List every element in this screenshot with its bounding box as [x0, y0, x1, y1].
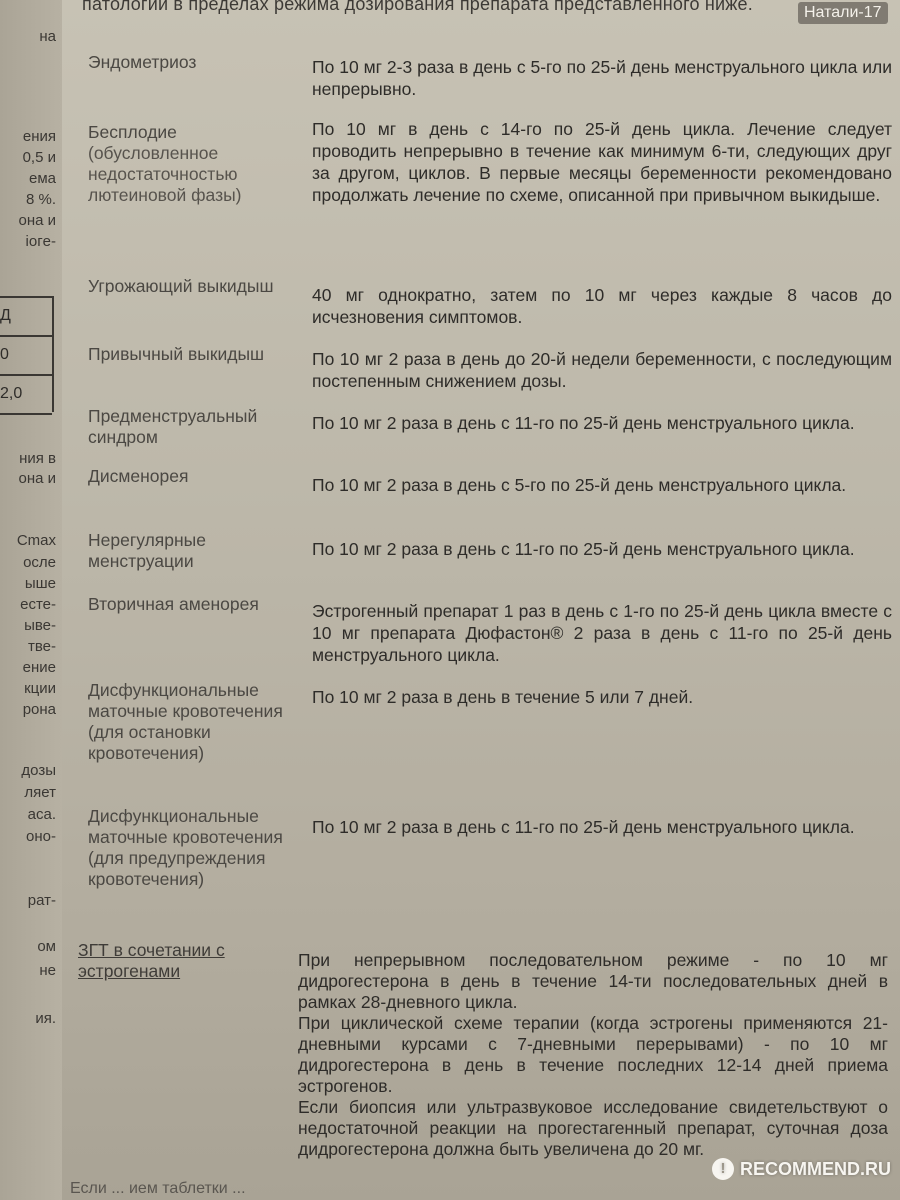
left-fragment: ом	[37, 938, 56, 955]
indication-term-note: (обусловленное недостаточностью лютеиновой фазы)	[88, 143, 242, 205]
left-fragment: не	[39, 962, 56, 979]
author-badge: Натали-17	[798, 2, 888, 24]
left-fragment: она и	[18, 470, 56, 487]
hrt-paragraph: При непрерывном последовательном режиме - по 10 мг дидрогестерона в день в течение 14-ти последовательных дней в рамках 28-дневного цикла.	[298, 950, 888, 1012]
left-fragment: ляет	[24, 784, 56, 801]
left-fragment: рат-	[27, 892, 56, 909]
hrt-paragraph: При циклической схеме терапии (когда эстрогены применяются 21-дневными курсами с 7-дневными перерывами) - по 10 мг дидрогестерона в день в течение последних 12-14 дней приема эстрогенов.	[298, 1013, 888, 1096]
left-fragment: ыве-	[24, 617, 56, 634]
dosage-text: По 10 мг 2 раза в день с 5-го по 25-й день менструального цикла.	[312, 475, 847, 495]
table-row: Д	[0, 296, 52, 337]
left-fragment: дозы	[21, 762, 56, 779]
dosage-text-hrt	[298, 950, 888, 1160]
left-fragment: ения	[22, 128, 56, 145]
indication-term: Вторичная аменорея	[88, 594, 259, 614]
cut-off-bottom-text: Если ... ием таблетки ...	[70, 1180, 246, 1197]
indication-term	[88, 122, 288, 206]
left-fragment: осле	[23, 554, 56, 571]
left-fragment: 8 %.	[25, 191, 56, 208]
left-fragment: ioгe-	[25, 233, 56, 250]
table-row: 2,0	[0, 376, 52, 415]
indication-term: Предменструальный синдром	[88, 406, 258, 447]
indication-term: Дисфункциональные маточные кровотечения (для предупреждения кровотечения)	[88, 806, 283, 889]
dosage-text: По 10 мг 2 раза в день с 11-го по 25-й день менструального цикла.	[312, 539, 855, 559]
dosage-text: 40 мг однократно, затем по 10 мг через каждые 8 часов до исчезновения симптомов.	[312, 285, 892, 327]
left-fragment: есте-	[20, 596, 56, 613]
left-fragment: Cmax	[16, 532, 56, 549]
left-fragment: кции	[24, 680, 56, 697]
left-fragment: 0,5 и	[22, 149, 56, 166]
hrt-paragraph: Если биопсия или ультразвуковое исследование свидетельствуют о недостаточной реакции на прогестагенный препарат, суточная доза дидрогестерона должна быть увеличена до 20 мг.	[298, 1097, 888, 1159]
left-fragment: аса.	[27, 806, 56, 823]
left-fragment: на	[39, 28, 56, 45]
left-fragment: рона	[22, 701, 56, 718]
dosage-text: По 10 мг 2 раза в день в течение 5 или 7 дней.	[312, 687, 694, 707]
table-row: 0	[0, 337, 52, 376]
dosage-text: По 10 мг в день с 14-го по 25-й день цикла. Лечение следует проводить непрерывно в течение как минимум 6-ти, следующих друг за другом, циклов. В первые месяцы беременности рекомендовано продолжать лечение по схеме, описанной при привычном выкидыше.	[312, 119, 892, 205]
dosage-text: По 10 мг 2 раза в день до 20-й недели беременности, с последующим постепенным снижением дозы.	[312, 349, 892, 391]
left-fragment: тве-	[27, 638, 56, 655]
watermark-text: RECOMMEND.RU	[740, 1158, 891, 1179]
left-fragment: оно-	[26, 828, 56, 845]
left-fragment: ема	[29, 170, 56, 187]
partial-table	[0, 296, 54, 412]
indication-term-main: Бесплодие	[88, 122, 177, 142]
indication-term: Дисфункциональные маточные кровотечения (для остановки кровотечения)	[88, 680, 283, 763]
dosage-text: По 10 мг 2 раза в день с 11-го по 25-й день менструального цикла.	[312, 817, 855, 837]
left-fragment: она и	[18, 212, 56, 229]
indication-term: Эндометриоз	[88, 52, 197, 72]
indication-term: Дисменорея	[88, 466, 189, 486]
watermark	[712, 1158, 891, 1180]
indication-term: Привычный выкидыш	[88, 344, 265, 364]
indication-term-hrt: ЗГТ в сочетании с эстрогенами	[78, 940, 225, 981]
cut-off-header-line: патологии в пределах режима дозирования препарата представленного ниже.	[82, 0, 753, 14]
left-fragment: ния в	[19, 450, 56, 467]
dosage-text: По 10 мг 2-3 раза в день с 5-го по 25-й день менструального цикла или непрерывно.	[312, 57, 892, 99]
left-column-fragments	[0, 0, 62, 1200]
left-fragment: ыше	[24, 575, 56, 592]
recommend-logo-icon: !	[712, 1158, 734, 1180]
indication-term: Нерегулярные менструации	[88, 530, 206, 571]
left-fragment: ия.	[35, 1010, 56, 1027]
left-fragment: ение	[22, 659, 56, 676]
dosage-text: Эстрогенный препарат 1 раз в день с 1-го по 25-й день цикла вместе с 10 мг препарата Дюфастон® 2 раза в день с 11-го по 25-й день менструального цикла.	[312, 601, 892, 665]
dosage-text: По 10 мг 2 раза в день с 11-го по 25-й день менструального цикла.	[312, 413, 855, 433]
indication-term: Угрожающий выкидыш	[88, 276, 274, 296]
